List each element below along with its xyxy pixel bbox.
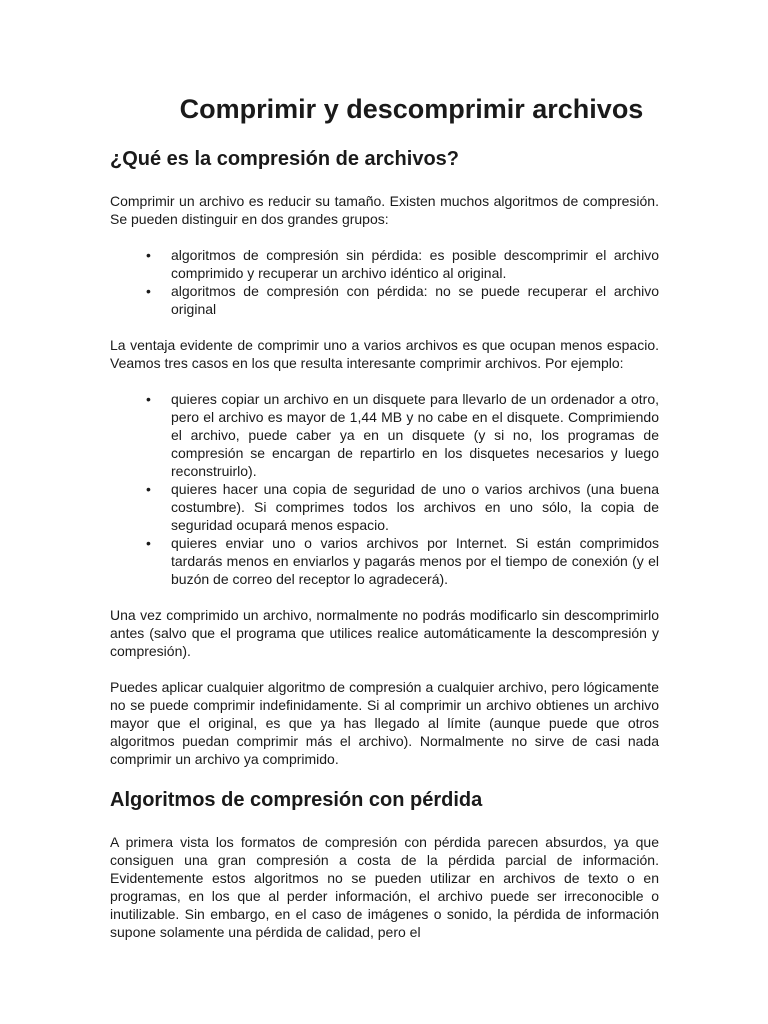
bullet-icon: • <box>146 247 151 263</box>
algorithm-types-list <box>110 246 659 318</box>
bullet-icon: • <box>146 535 151 551</box>
use-cases-list <box>110 390 659 588</box>
list-item-text: algoritmos de compresión con pérdida: no se puede recuperar el archivo original <box>171 283 659 317</box>
section-heading-what-is-compression: ¿Qué es la compresión de archivos? <box>110 148 460 170</box>
list-item-text: quieres hacer una copia de seguridad de uno o varios archivos (una buena costumbre). Si comprimes todos los archivos en uno sólo, la copia de seguridad ocupará menos espacio. <box>171 481 659 533</box>
paragraph-advantage: La ventaja evidente de comprimir uno a varios archivos es que ocupan menos espacio. Veamos tres casos en los que resulta interesante comprimir archivos. Por ejemplo: <box>110 337 659 371</box>
list-item <box>110 480 659 534</box>
bullet-icon: • <box>146 481 151 497</box>
list-item <box>110 246 659 282</box>
document-body <box>110 92 659 941</box>
document-title: Comprimir y descomprimir archivos <box>179 94 644 124</box>
list-item <box>110 390 659 480</box>
bullet-icon: • <box>146 391 151 407</box>
list-item <box>110 534 659 588</box>
list-item-text: algoritmos de compresión sin pérdida: es posible descomprimir el archivo comprimido y recuperar un archivo idéntico al original. <box>171 247 659 281</box>
paragraph-intro: Comprimir un archivo es reducir su tamaño. Existen muchos algoritmos de compresión. Se pueden distinguir en dos grandes grupos: <box>110 193 659 227</box>
paragraph-lossy: A primera vista los formatos de compresión con pérdida parecen absurdos, ya que consiguen una gran compresión a costa de la pérdida parcial de información. Evidentemente estos algoritmos no se pueden utilizar en archivos de texto o en programas, en los que al perder información, el archivo puede ser irreconocible o inutilizable. Sin embargo, en el caso de imágenes o sonido, la pérdida de información supone solamente una pérdida de calidad, pero el <box>110 834 659 940</box>
section-heading-lossy-algorithms: Algoritmos de compresión con pérdida <box>110 789 483 811</box>
paragraph-modify: Una vez comprimido un archivo, normalmente no podrás modificarlo sin descomprimirlo antes (salvo que el programa que utilices realice automáticamente la descompresión y compresión). <box>110 607 659 659</box>
list-item <box>110 282 659 318</box>
list-item-text: quieres enviar uno o varios archivos por Internet. Si están comprimidos tardarás menos en enviarlos y pagarás menos por el tiempo de conexión (y el buzón de correo del receptor lo agradecerá). <box>171 535 659 587</box>
paragraph-limit: Puedes aplicar cualquier algoritmo de compresión a cualquier archivo, pero lógicamente no se puede comprimir indefinidamente. Si al comprimir un archivo obtienes un archivo mayor que el original, es que ya has llegado al límite (aunque puede que otros algoritmos puedan comprimir más el archivo). Normalmente no sirve de casi nada comprimir un archivo ya comprimido. <box>110 679 659 767</box>
bullet-icon: • <box>146 283 151 299</box>
list-item-text: quieres copiar un archivo en un disquete para llevarlo de un ordenador a otro, pero el archivo es mayor de 1,44 MB y no cabe en el disquete. Comprimiendo el archivo, puede caber ya en un disquete (y si no, los programas de compresión se encargan de repartirlo en los disquetes necesarios y luego reconstruirlo). <box>171 391 659 479</box>
